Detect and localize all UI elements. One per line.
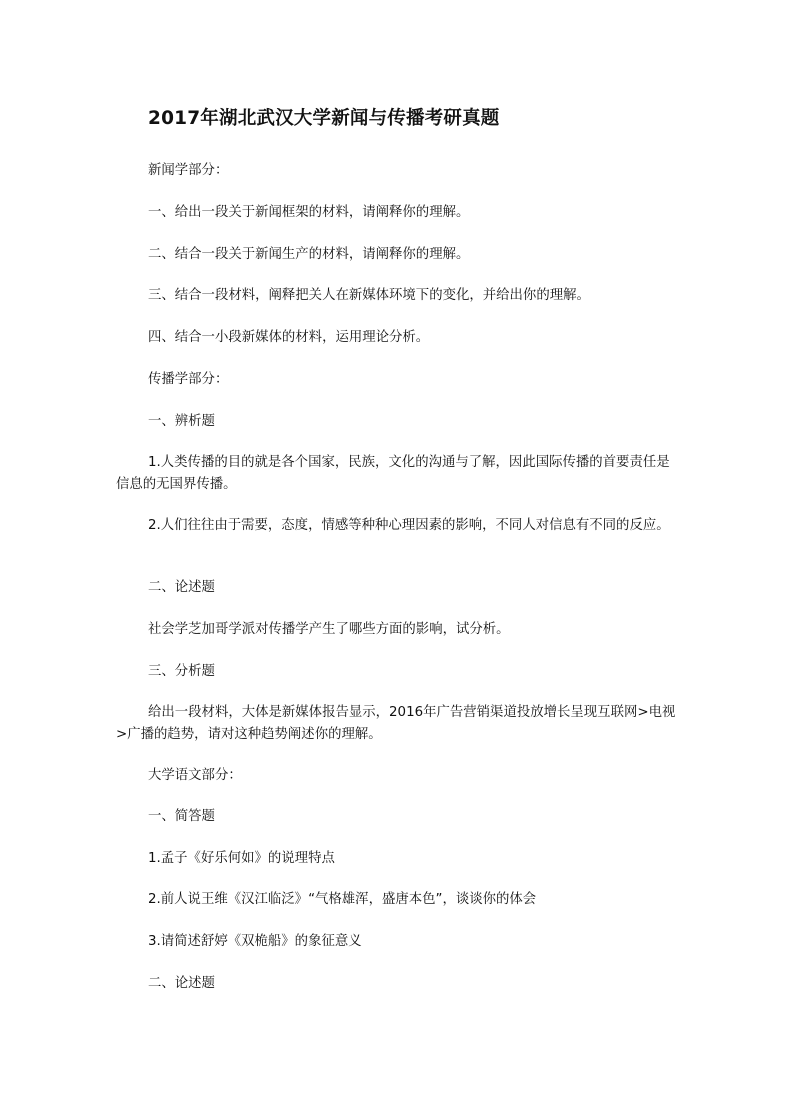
question-paragraph: 2.人们往往由于需要，态度，情感等种种心理因素的影响，不同人对信息有不同的反应。 bbox=[148, 518, 670, 533]
question-paragraph: 1.孟子《好乐何如》的说理特点 bbox=[148, 851, 335, 866]
section-heading-chinese: 大学语文部分： bbox=[148, 768, 242, 783]
subsection-heading: 一、辨析题 bbox=[148, 414, 215, 429]
subsection-heading: 三、分析题 bbox=[148, 664, 215, 679]
question-paragraph: 一、给出一段关于新闻框架的材料，请阐释你的理解。 bbox=[148, 205, 470, 220]
question-paragraph: 二、结合一段关于新闻生产的材料，请阐释你的理解。 bbox=[148, 247, 470, 262]
subsection-heading: 二、论述题 bbox=[148, 580, 215, 595]
question-paragraph: 给出一段材料，大体是新媒体报告显示，2016年广告营销渠道投放增长呈现互联网>电视>广播的趋势，请对这种趋势阐述你的理解。 bbox=[116, 705, 676, 742]
question-paragraph: 社会学芝加哥学派对传播学产生了哪些方面的影响，试分析。 bbox=[148, 622, 510, 637]
question-paragraph: 三、结合一段材料，阐释把关人在新媒体环境下的变化，并给出你的理解。 bbox=[148, 288, 590, 303]
subsection-heading: 一、简答题 bbox=[148, 809, 215, 824]
question-paragraph: 3.请简述舒婷《双桅船》的象征意义 bbox=[148, 934, 362, 949]
section-heading-journalism: 新闻学部分： bbox=[148, 163, 229, 178]
question-paragraph: 2.前人说王维《汉江临泛》“气格雄浑，盛唐本色”，谈谈你的体会 bbox=[148, 892, 537, 907]
question-paragraph: 1.人类传播的目的就是各个国家，民族，文化的沟通与了解，因此国际传播的首要责任是信息的无国界传播。 bbox=[116, 455, 670, 492]
question-paragraph: 四、结合一小段新媒体的材料，运用理论分析。 bbox=[148, 330, 430, 345]
subsection-heading: 二、论述题 bbox=[148, 976, 215, 991]
section-heading-communication: 传播学部分： bbox=[148, 372, 229, 387]
document-title: 2017年湖北武汉大学新闻与传播考研真题 bbox=[148, 108, 500, 129]
